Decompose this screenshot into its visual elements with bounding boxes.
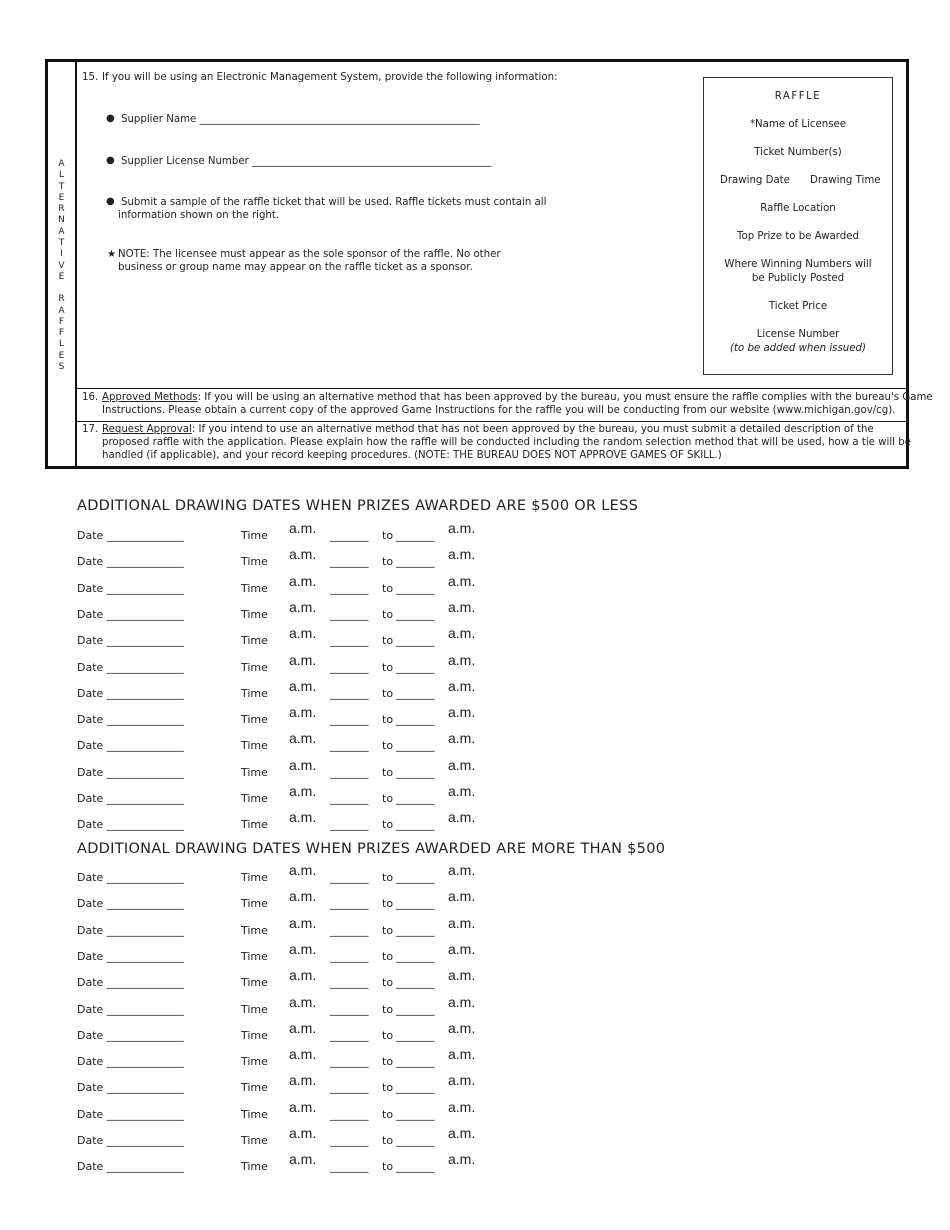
am-label-end: a.m. — [448, 888, 476, 905]
drawing-date-row — [0, 1125, 950, 1151]
end-time-field[interactable]: _______ — [396, 607, 435, 621]
start-time-field[interactable]: _______ — [330, 555, 369, 569]
raffle-top-prize: Top Prize to be Awarded — [736, 231, 860, 242]
side-label-alternative-raffles — [48, 159, 75, 373]
to-label: to — [382, 607, 394, 621]
drawing-date-row — [0, 994, 950, 1020]
raffle-license-note: (to be added when issued) — [730, 343, 866, 354]
alternative-raffles-box — [45, 59, 933, 469]
to-label: to — [382, 1055, 394, 1069]
date-field[interactable]: Date ______________ — [77, 1160, 184, 1174]
date-field[interactable]: Date ______________ — [77, 1134, 184, 1147]
am-label-end: a.m. — [448, 625, 476, 642]
am-label-start: a.m. — [289, 572, 317, 589]
end-time-field[interactable]: _______ — [396, 949, 435, 963]
am-label-end: a.m. — [448, 1151, 476, 1168]
am-label-start: a.m. — [289, 1098, 317, 1115]
am-label-start: a.m. — [289, 783, 317, 799]
raffle-location: Raffle Location — [760, 203, 836, 214]
bullet-icon: ● — [106, 196, 115, 207]
to-label: to — [382, 581, 394, 595]
date-field[interactable]: Date ______________ — [77, 1055, 184, 1069]
to-label: to — [382, 739, 394, 753]
side-letter: F — [58, 316, 65, 327]
side-letter: F — [58, 328, 65, 339]
sample-ticket-text-line2: information shown on the right. — [118, 210, 280, 221]
am-label-end: a.m. — [448, 967, 476, 984]
date-field[interactable]: Date ______________ — [77, 739, 184, 753]
time-label: Time — [241, 686, 268, 700]
am-label-end: a.m. — [448, 809, 476, 826]
raffle-ticket-info-panel — [703, 77, 893, 375]
heading-more-than-500: ADDITIONAL DRAWING DATES WHEN PRIZES AWARDED ARE MORE THAN $500 — [77, 841, 666, 857]
note-text-line2: business or group name may appear on the raffle ticket as a sponsor. — [118, 262, 473, 273]
drawing-date-row — [0, 888, 950, 914]
star-icon: ★ — [107, 249, 117, 260]
am-label-end: a.m. — [448, 756, 476, 773]
am-label-end: a.m. — [448, 993, 476, 1010]
side-letter: R — [58, 204, 65, 215]
drawing-date-row — [0, 915, 950, 941]
time-label: Time — [241, 1002, 268, 1016]
side-letter: N — [58, 215, 65, 226]
am-label-end: a.m. — [448, 677, 476, 694]
to-label: to — [382, 976, 394, 990]
drawing-date-row — [0, 1151, 950, 1177]
end-time-field[interactable]: _______ — [396, 1134, 435, 1147]
end-time-field[interactable]: _______ — [396, 1160, 435, 1174]
raffle-drawing-date: Drawing Date — [720, 175, 790, 186]
am-label-start: a.m. — [289, 1019, 317, 1036]
date-field[interactable]: Date ______________ — [77, 897, 184, 911]
time-label: Time — [241, 897, 268, 911]
raffle-title: RAFFLE — [774, 91, 822, 102]
end-time-field[interactable]: _______ — [396, 634, 435, 648]
am-label-start: a.m. — [289, 1125, 317, 1141]
start-time-field[interactable]: _______ — [330, 1134, 369, 1147]
date-field[interactable]: Date ______________ — [77, 607, 184, 621]
am-label-start: a.m. — [289, 1046, 317, 1063]
end-time-field[interactable]: _______ — [396, 818, 435, 832]
am-label-end: a.m. — [448, 572, 476, 589]
drawing-date-row — [0, 1046, 950, 1072]
time-label: Time — [241, 713, 268, 727]
am-label-start: a.m. — [289, 967, 317, 984]
date-field[interactable]: Date ______________ — [77, 1107, 184, 1121]
start-time-field[interactable]: _______ — [330, 1160, 369, 1174]
time-label: Time — [241, 1028, 268, 1042]
side-letter: V — [58, 260, 65, 271]
start-time-field[interactable]: _______ — [330, 897, 369, 911]
start-time-field[interactable]: _______ — [330, 1081, 369, 1095]
q17-line1: : If you intend to use an alternative method that has not been approved by the bureau, you must submit a detailed description of the — [191, 424, 874, 435]
drawing-date-row — [0, 678, 950, 704]
am-label-end: a.m. — [448, 704, 476, 721]
am-label-start: a.m. — [289, 1072, 317, 1089]
to-label: to — [382, 949, 394, 963]
end-time-field[interactable]: _______ — [396, 792, 435, 805]
am-label-end: a.m. — [448, 1072, 476, 1089]
drawing-date-row — [0, 730, 950, 756]
to-label: to — [382, 923, 394, 937]
am-label-end: a.m. — [448, 546, 476, 563]
drawing-date-row — [0, 809, 950, 835]
am-label-start: a.m. — [289, 730, 317, 747]
to-label: to — [382, 1081, 394, 1095]
drawing-date-row — [0, 573, 950, 599]
time-label: Time — [241, 739, 268, 753]
side-letter: S — [58, 362, 65, 373]
time-label: Time — [241, 581, 268, 595]
start-time-field[interactable]: _______ — [330, 713, 369, 727]
time-label: Time — [241, 765, 268, 779]
date-field[interactable]: Date ______________ — [77, 818, 184, 832]
am-label-start: a.m. — [289, 704, 317, 721]
drawing-date-row — [0, 546, 950, 572]
raffle-winning-numbers-line1: Where Winning Numbers will — [724, 259, 872, 270]
am-label-end: a.m. — [448, 1019, 476, 1036]
drawing-date-row — [0, 941, 950, 967]
to-label: to — [382, 1107, 394, 1121]
date-field[interactable]: Date ______________ — [77, 765, 184, 779]
end-time-field[interactable]: _______ — [396, 765, 435, 779]
time-label: Time — [241, 871, 268, 884]
time-label: Time — [241, 529, 268, 542]
side-letter: I — [60, 249, 63, 260]
supplier-license-field[interactable]: Supplier License Number _______________________________________________ — [121, 156, 492, 167]
drawing-date-row — [0, 1072, 950, 1098]
am-label-end: a.m. — [448, 730, 476, 747]
start-time-field[interactable]: _______ — [330, 607, 369, 621]
end-time-field[interactable]: _______ — [396, 686, 435, 700]
date-field[interactable]: Date ______________ — [77, 581, 184, 595]
am-label-start: a.m. — [289, 888, 317, 905]
am-label-start: a.m. — [289, 598, 317, 615]
divider — [76, 421, 906, 422]
start-time-field[interactable]: _______ — [330, 976, 369, 990]
end-time-field[interactable]: _______ — [396, 1081, 435, 1095]
am-label-end: a.m. — [448, 940, 476, 957]
am-label-start: a.m. — [289, 677, 317, 694]
start-time-field[interactable]: _______ — [330, 739, 369, 753]
side-letter: A — [58, 305, 65, 316]
drawing-date-row — [0, 1020, 950, 1046]
date-field[interactable]: Date ______________ — [77, 871, 184, 884]
raffle-name-of-licensee: *Name of Licensee — [749, 119, 847, 130]
drawing-date-row — [0, 783, 950, 809]
drawing-date-row — [0, 599, 950, 625]
to-label: to — [382, 1002, 394, 1016]
side-letter: E — [58, 350, 65, 361]
end-time-field[interactable]: _______ — [396, 529, 435, 542]
end-time-field[interactable]: _______ — [396, 871, 435, 884]
start-time-field[interactable]: _______ — [330, 949, 369, 963]
time-label: Time — [241, 1160, 268, 1174]
drawing-date-row — [0, 1099, 950, 1125]
am-label-start: a.m. — [289, 914, 317, 931]
side-letter: T — [58, 181, 65, 192]
date-field[interactable]: Date ______________ — [77, 949, 184, 963]
am-label-start: a.m. — [289, 862, 317, 878]
start-time-field[interactable]: _______ — [330, 1002, 369, 1016]
q15-text: If you will be using an Electronic Management System, provide the following information: — [102, 72, 558, 83]
start-time-field[interactable]: _______ — [330, 1055, 369, 1069]
date-field[interactable]: Date ______________ — [77, 660, 184, 674]
bullet-icon: ● — [106, 113, 115, 124]
q17-number: 17. — [82, 424, 99, 435]
end-time-field[interactable]: _______ — [396, 739, 435, 753]
to-label: to — [382, 1134, 394, 1147]
date-field[interactable]: Date ______________ — [77, 713, 184, 727]
q16-title: Approved Methods — [102, 392, 198, 403]
am-label-start: a.m. — [289, 520, 317, 536]
end-time-field[interactable]: _______ — [396, 976, 435, 990]
q17-line3: handled (if applicable), and your record keeping procedures. (NOTE: THE BUREAU DOES NOT APPROVE GAMES OF SKILL.) — [102, 450, 722, 461]
drawing-date-row — [0, 757, 950, 783]
time-label: Time — [241, 555, 268, 569]
end-time-field[interactable]: _______ — [396, 1107, 435, 1121]
time-label: Time — [241, 1107, 268, 1121]
am-label-end: a.m. — [448, 520, 476, 536]
am-label-end: a.m. — [448, 862, 476, 878]
date-field[interactable]: Date ______________ — [77, 634, 184, 648]
am-label-end: a.m. — [448, 783, 476, 799]
side-letter: T — [58, 238, 65, 249]
time-label: Time — [241, 792, 268, 805]
to-label: to — [382, 871, 394, 884]
am-label-end: a.m. — [448, 914, 476, 931]
drawing-date-row — [0, 862, 950, 888]
to-label: to — [382, 897, 394, 911]
side-label-column — [48, 62, 77, 466]
start-time-field[interactable]: _______ — [330, 660, 369, 674]
drawing-date-row — [0, 520, 950, 546]
sample-ticket-text-line1: Submit a sample of the raffle ticket that will be used. Raffle tickets must contain all — [121, 197, 547, 208]
q16-number: 16. — [82, 392, 99, 403]
time-label: Time — [241, 976, 268, 990]
am-label-start: a.m. — [289, 940, 317, 957]
am-label-start: a.m. — [289, 651, 317, 668]
am-label-start: a.m. — [289, 546, 317, 563]
time-label: Time — [241, 949, 268, 963]
drawing-date-row — [0, 704, 950, 730]
end-time-field[interactable]: _______ — [396, 897, 435, 911]
side-letter: A — [58, 226, 65, 237]
time-label: Time — [241, 607, 268, 621]
side-letter: E — [58, 271, 65, 282]
side-letter: L — [58, 170, 64, 181]
to-label: to — [382, 686, 394, 700]
heading-500-or-less: ADDITIONAL DRAWING DATES WHEN PRIZES AWARDED ARE $500 OR LESS — [77, 498, 639, 514]
to-label: to — [382, 660, 394, 674]
date-field[interactable]: Date ______________ — [77, 686, 184, 700]
end-time-field[interactable]: _______ — [396, 1055, 435, 1069]
am-label-end: a.m. — [448, 598, 476, 615]
to-label: to — [382, 529, 394, 542]
raffle-ticket-price: Ticket Price — [768, 301, 828, 312]
bullet-icon: ● — [106, 155, 115, 166]
start-time-field[interactable]: _______ — [330, 792, 369, 805]
to-label: to — [382, 1160, 394, 1174]
date-field[interactable]: Date ______________ — [77, 555, 184, 569]
raffle-winning-numbers-line2: be Publicly Posted — [751, 273, 845, 284]
date-field[interactable]: Date ______________ — [77, 792, 184, 805]
am-label-end: a.m. — [448, 651, 476, 668]
q17-line2: proposed raffle with the application. Please explain how the raffle will be conducted including the random selection method that will be used, how a tie will be — [102, 437, 911, 448]
start-time-field[interactable]: _______ — [330, 634, 369, 648]
time-label: Time — [241, 818, 268, 832]
start-time-field[interactable]: _______ — [330, 818, 369, 832]
divider — [76, 388, 906, 389]
start-time-field[interactable]: _______ — [330, 1107, 369, 1121]
to-label: to — [382, 818, 394, 832]
end-time-field[interactable]: _______ — [396, 660, 435, 674]
q16-line1: : If you will be using an alternative method that has been approved by the bureau, you must ensure the raffle complies with the bureau's Game — [197, 392, 933, 403]
end-time-field[interactable]: _______ — [396, 713, 435, 727]
start-time-field[interactable]: _______ — [330, 686, 369, 700]
am-label-start: a.m. — [289, 1151, 317, 1168]
drawing-date-row — [0, 967, 950, 993]
time-label: Time — [241, 634, 268, 648]
end-time-field[interactable]: _______ — [396, 923, 435, 937]
side-letter: A — [58, 159, 65, 169]
time-label: Time — [241, 1055, 268, 1069]
time-label: Time — [241, 923, 268, 937]
date-field[interactable]: Date ______________ — [77, 923, 184, 937]
side-letter: R — [58, 294, 65, 305]
am-label-start: a.m. — [289, 625, 317, 642]
section-15 — [76, 62, 906, 388]
am-label-start: a.m. — [289, 993, 317, 1010]
date-field[interactable]: Date ______________ — [77, 1028, 184, 1042]
supplier-name-field[interactable]: Supplier Name _______________________________________________________ — [121, 114, 480, 125]
raffle-drawing-time: Drawing Time — [810, 175, 881, 186]
raffle-ticket-numbers: Ticket Number(s) — [754, 147, 842, 158]
drawing-date-row — [0, 652, 950, 678]
am-label-end: a.m. — [448, 1046, 476, 1063]
q16-line1-wrap — [102, 391, 933, 404]
to-label: to — [382, 1028, 394, 1042]
date-field[interactable]: Date ______________ — [77, 976, 184, 990]
side-letter: E — [58, 192, 65, 203]
end-time-field[interactable]: _______ — [396, 1028, 435, 1042]
am-label-end: a.m. — [448, 1125, 476, 1141]
q16-line2: Instructions. Please obtain a current copy of the approved Game Instructions for the raffle you will be conducting from our website (www.michigan.gov/cg). — [102, 405, 896, 416]
start-time-field[interactable]: _______ — [330, 765, 369, 779]
start-time-field[interactable]: _______ — [330, 923, 369, 937]
start-time-field[interactable]: _______ — [330, 529, 369, 542]
am-label-end: a.m. — [448, 1098, 476, 1115]
end-time-field[interactable]: _______ — [396, 581, 435, 595]
start-time-field[interactable]: _______ — [330, 1028, 369, 1042]
time-label: Time — [241, 660, 268, 674]
date-field[interactable]: Date ______________ — [77, 529, 184, 542]
q17-title: Request Approval — [102, 424, 192, 435]
raffle-license-number: License Number — [756, 329, 840, 340]
end-time-field[interactable]: _______ — [396, 1002, 435, 1016]
to-label: to — [382, 765, 394, 779]
start-time-field[interactable]: _______ — [330, 871, 369, 884]
side-label-gap — [48, 283, 75, 294]
to-label: to — [382, 792, 394, 805]
am-label-start: a.m. — [289, 809, 317, 826]
time-label: Time — [241, 1134, 268, 1147]
date-field[interactable]: Date ______________ — [77, 1081, 184, 1095]
to-label: to — [382, 713, 394, 727]
to-label: to — [382, 634, 394, 648]
start-time-field[interactable]: _______ — [330, 581, 369, 595]
am-label-start: a.m. — [289, 756, 317, 773]
q17-line1-wrap — [102, 423, 874, 436]
drawing-date-row — [0, 625, 950, 651]
side-letter: L — [58, 339, 64, 350]
end-time-field[interactable]: _______ — [396, 555, 435, 569]
time-label: Time — [241, 1081, 268, 1095]
q15-number: 15. — [82, 72, 99, 83]
date-field[interactable]: Date ______________ — [77, 1002, 184, 1016]
note-text-line1: NOTE: The licensee must appear as the sole sponsor of the raffle. No other — [118, 249, 501, 260]
to-label: to — [382, 555, 394, 569]
